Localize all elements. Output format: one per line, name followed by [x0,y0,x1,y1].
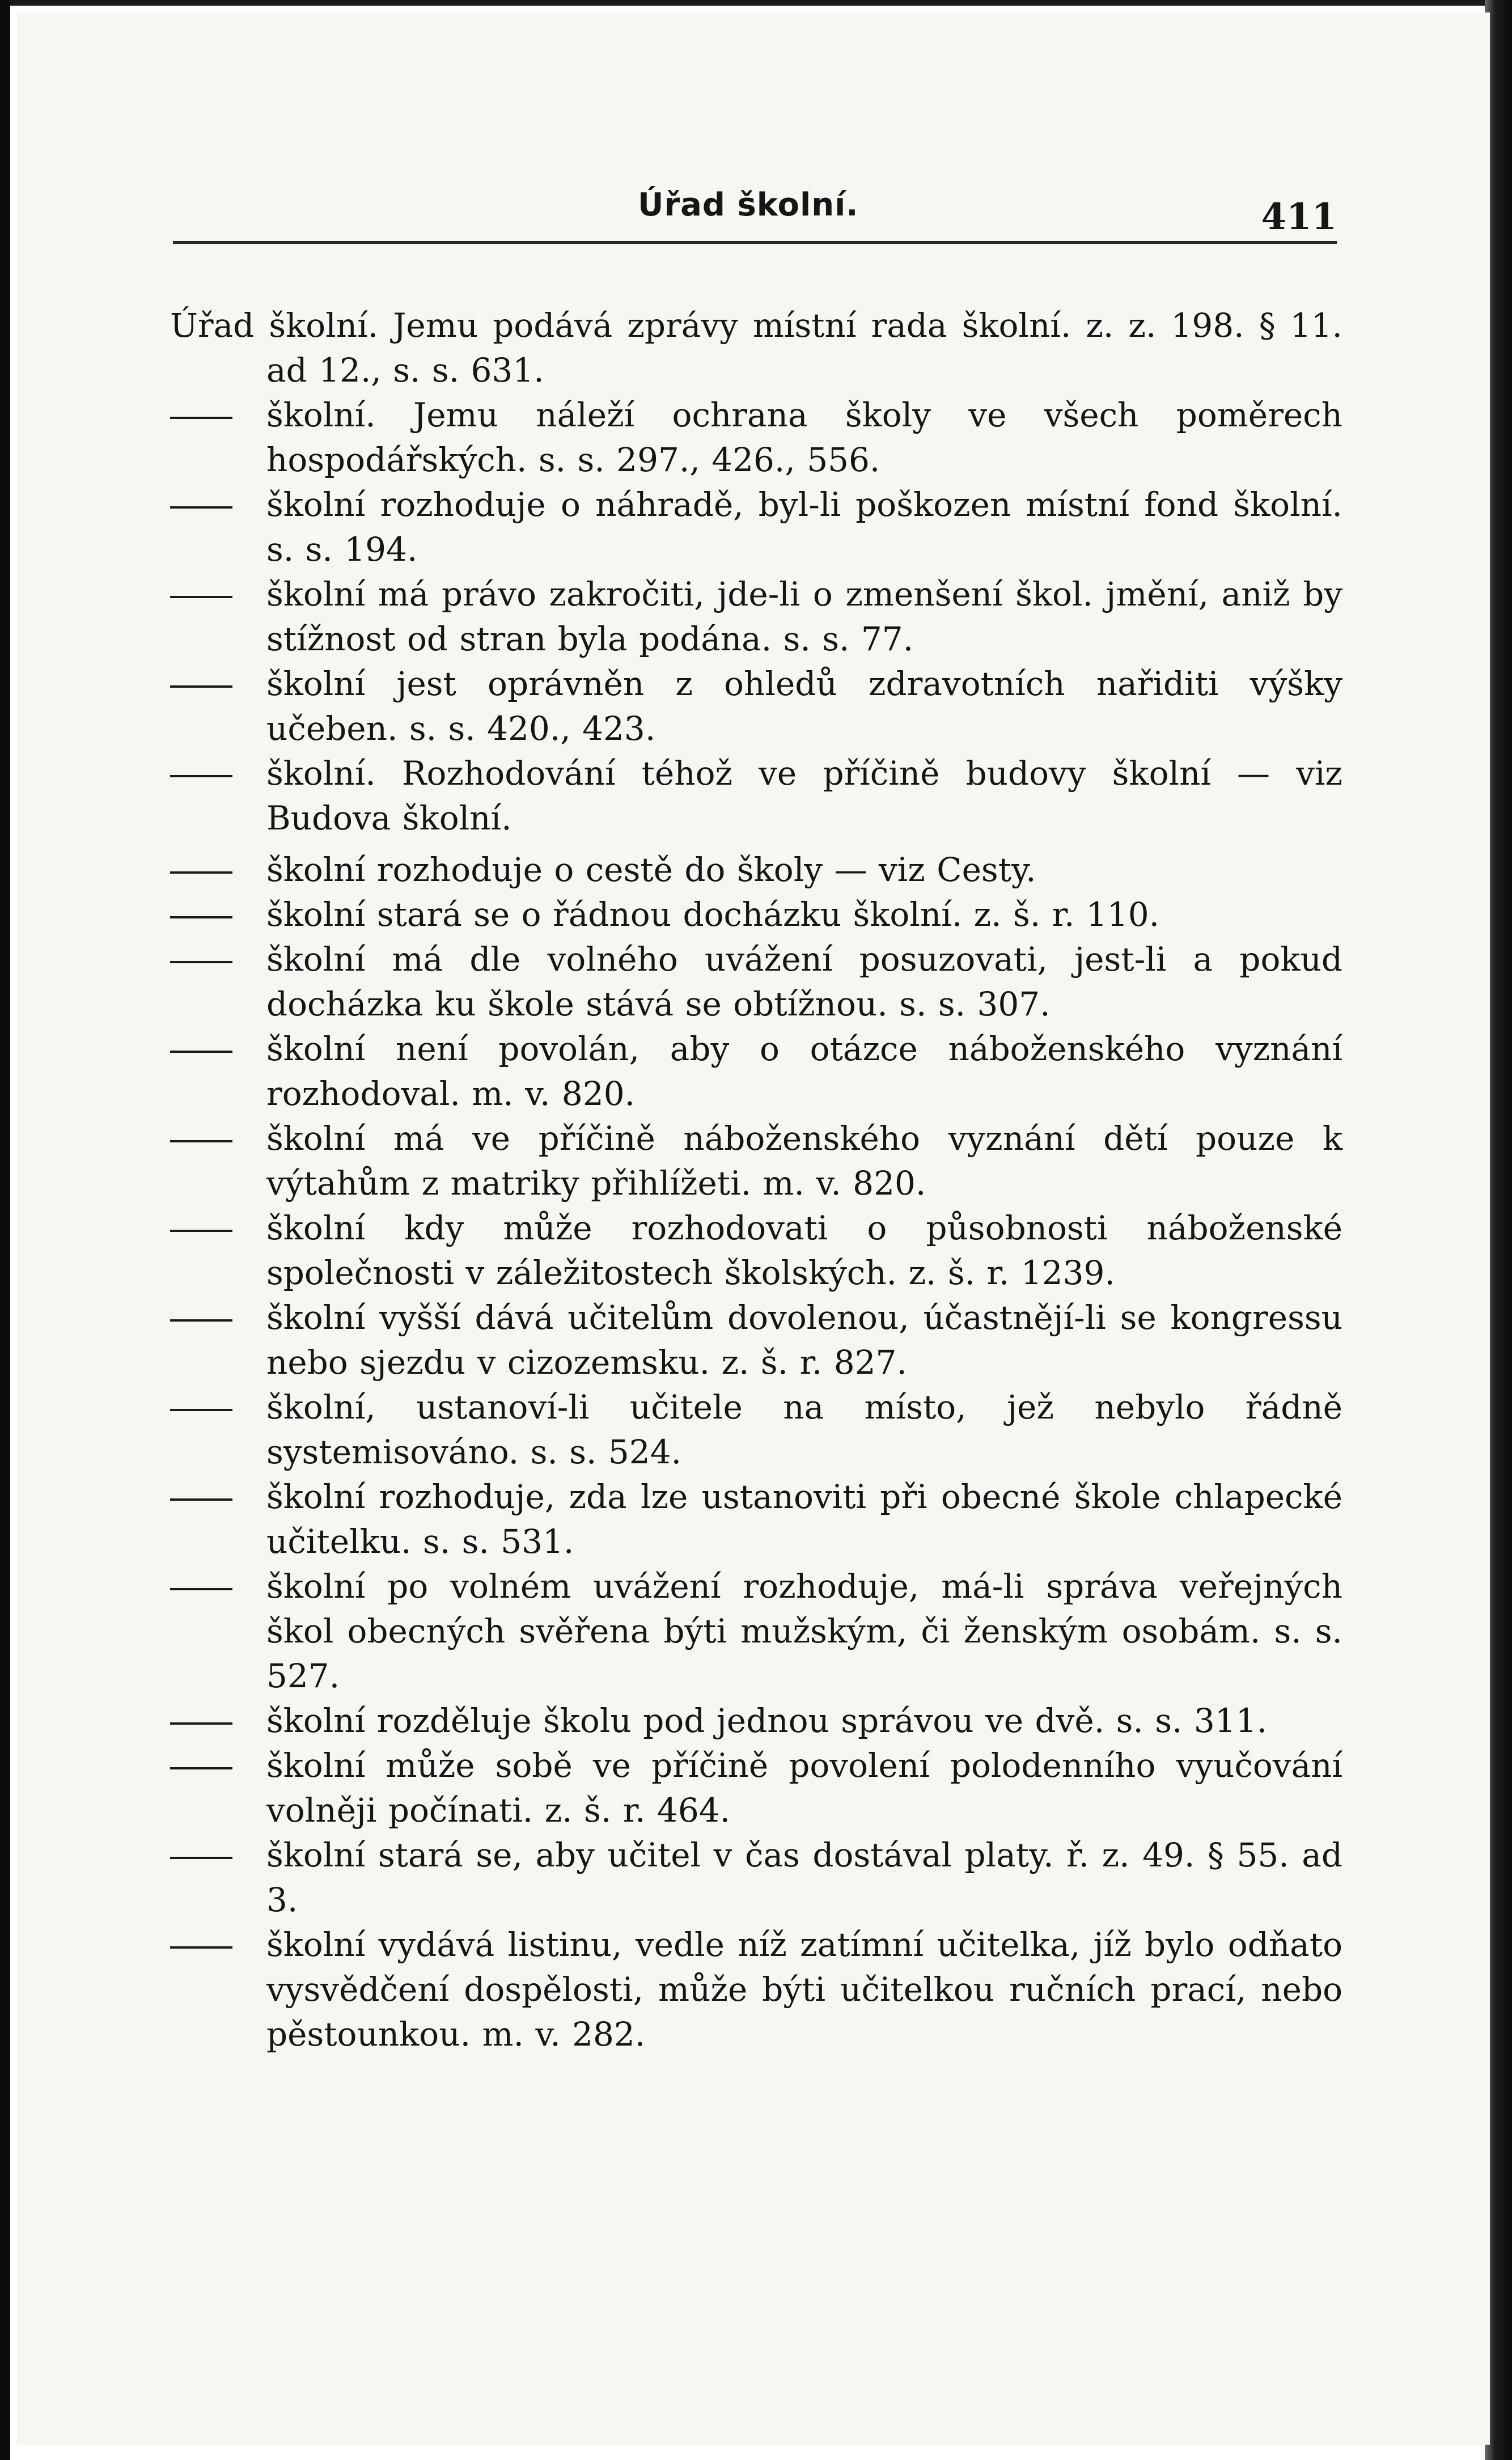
entry-text: školní rozhoduje, zda lze ustanoviti při obecné škole chlapecké učitelku. s. s. 531. [266,1477,1342,1561]
repeat-dash [170,1588,232,1590]
index-entry [170,1116,1342,1206]
repeat-dash [170,1051,232,1053]
entry-text: školní má dle volného uvážení posuzovati, jest-li a pokud docházka ku škole stává se obtížnou. s. s. 307. [266,940,1342,1023]
scan-edge-left [0,0,10,2460]
entry-text: školní. Jemu náleží ochrana školy ve všech poměrech hospodářských. s. s. 297., 426., 556. [266,396,1342,479]
repeat-dash [170,916,232,918]
entry-text: školní, ustanoví-li učitele na místo, jež nebylo řádně systemisováno. s. s. 524. [266,1388,1342,1471]
scan-edge-top [0,0,1512,6]
page-number: 411 [1261,196,1337,238]
repeat-dash [170,1946,232,1949]
entry-text: školní vydává listinu, vedle níž zatímní učitelka, jíž bylo odňato vysvědčení dospělosti, může býti učitelkou ručních prací, nebo pěstounkou. m. v. 282. [266,1925,1342,2053]
index-entry [170,1027,1342,1116]
entry-text: školní má právo zakročiti, jde-li o zmenšení škol. jmění, aniž by stížnost od stran byla podána. s. s. 77. [266,575,1342,658]
repeat-dash [170,417,232,419]
entry-text: školní má ve příčině náboženského vyznání dětí pouze k výtahům z matriky přihlížeti. m. v. 820. [266,1119,1342,1203]
index-entry [170,1385,1342,1475]
header-rule [173,241,1337,244]
index-entry [170,482,1342,572]
entry-text: školní jest oprávněn z ohledů zdravotních nařiditi výšky učeben. s. s. 420., 423. [266,664,1342,748]
repeat-dash [170,1857,232,1859]
entry-text: Úřad školní. Jemu podává zprávy místní rada školní. z. z. 198. § 11. ad 12., s. s. 631. [170,306,1342,389]
repeat-dash [170,685,232,688]
repeat-dash [170,506,232,509]
index-entry [170,303,1342,393]
page-header [173,184,1337,241]
repeat-dash [170,1722,232,1725]
repeat-dash [170,1319,232,1322]
index-entry [170,1923,1342,2057]
entry-text: školní stará se o řádnou docházku školní. z. š. r. 110. [266,895,1160,934]
index-entries [170,303,1342,2057]
index-entry [170,892,1342,937]
running-title: Úřad školní. [638,187,859,223]
entry-text: školní stará se, aby učitel v čas dostával platy. ř. z. 49. § 55. ad 3. [266,1836,1342,1919]
repeat-dash [170,871,232,874]
repeat-dash [170,1498,232,1501]
entry-text: školní rozhoduje o náhradě, byl-li poškozen místní fond školní. s. s. 194. [266,485,1342,569]
repeat-dash [170,961,232,963]
entry-text: školní není povolán, aby o otázce náboženského vyznání rozhodoval. m. v. 820. [266,1030,1342,1113]
repeat-dash [170,1230,232,1232]
entry-text: školní může sobě ve příčině povolení polodenního vyučování volněji počínati. z. š. r. 464. [266,1746,1342,1830]
index-entry [170,1206,1342,1295]
entry-text: školní rozděluje školu pod jednou správou ve dvě. s. s. 311. [266,1701,1268,1740]
index-entry [170,1295,1342,1385]
repeat-dash [170,596,232,598]
index-entry [170,1743,1342,1833]
index-entry [170,393,1342,482]
index-entry [170,751,1342,841]
index-entry [170,1475,1342,1564]
index-entry [170,1564,1342,1699]
repeat-dash [170,1767,232,1769]
index-entry [170,937,1342,1027]
index-entry [170,572,1342,662]
entry-text: školní kdy může rozhodovati o působnosti náboženské společnosti v záležitostech školských. z. š. r. 1239. [266,1209,1342,1292]
entry-text: školní vyšší dává učitelům dovolenou, účastnějí-li se kongressu nebo sjezdu v cizozemsku. z. š. r. 827. [266,1298,1342,1382]
index-entry [170,1699,1342,1743]
repeat-dash [170,775,232,777]
entry-text: školní po volném uvážení rozhoduje, má-li správa veřejných škol obecných svěřena býti mužským, či ženským osobám. s. s. 527. [266,1567,1342,1695]
repeat-dash [170,1140,232,1142]
index-entry [170,1833,1342,1923]
entry-text: školní rozhoduje o cestě do školy — viz Cesty. [266,850,1036,889]
index-entry [170,848,1342,892]
entry-text: školní. Rozhodování téhož ve příčině budovy školní — viz Budova školní. [266,754,1342,837]
index-entry [170,662,1342,751]
repeat-dash [170,1409,232,1411]
